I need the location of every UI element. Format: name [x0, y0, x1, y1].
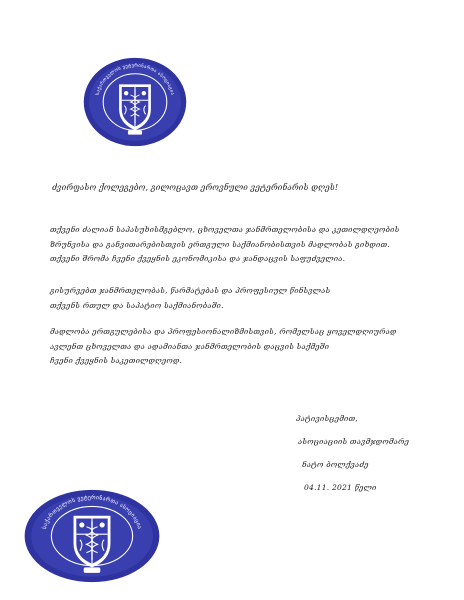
signature-title: ასოციაციის თავმჯდომარე	[298, 437, 410, 446]
signature-date: 04.11. 2021 წელი	[304, 483, 377, 492]
paragraph-line: გისურვებთ ჯანმრთელობას, წარმატებას და პროფესიულ წინსვლას	[50, 286, 331, 295]
paragraph-line: თქვენი შრომა ჩვენი ქვეყნის ეკონომიკისა და ჯანდაცვის საფუძველია.	[50, 254, 346, 264]
paragraph-line: მადლობა ერთგულებისა და პროფესიონალიზმისთვის, რომელსაც ყოველდღიურად	[50, 327, 397, 336]
paragraph-line: თქვენი ძალიან საპასუხისმგებლო, ცხოველთა ჯანმრთელობისა და კეთილდღეობის	[50, 225, 400, 234]
letter-paragraph-3	[50, 325, 422, 369]
letter-paragraph-2	[50, 284, 422, 313]
signature-block	[296, 407, 446, 499]
paragraph-line: თქვენს რთულ და საპატიო საქმიანობაში.	[50, 300, 224, 310]
letter-paragraph-1	[50, 223, 422, 267]
signature-name: ნატო ბოლქვაძე	[302, 460, 369, 469]
association-emblem-icon	[82, 56, 188, 148]
svg-text:საქართველოს ვეტერინართა ასოცია: საქართველოს ვეტერინართა ასოციაცია	[41, 495, 143, 531]
svg-text:საქართველოს ვეტერინართა ასოცია: საქართველოს ვეტერინართა ასოციაცია	[95, 63, 175, 96]
association-logo-bottom	[22, 488, 162, 584]
association-emblem-icon	[22, 488, 162, 584]
letter-greeting: ძვირფასო ქოლეგებო, გილოცავთ ეროვნული ვეტერინარის დღეს!	[52, 183, 339, 192]
paragraph-line: ავლენთ ცხოველთა და ადამიანთა ჯანმრთელობის დაცვის საქმეში	[50, 341, 330, 351]
signature-closing: პატივისცემით,	[296, 414, 358, 423]
paragraph-line: ზრუნვისა და განვითარებისთვის ერთგული საქმიანობისთვის მადლობას გიხდით.	[50, 239, 390, 249]
paragraph-line: ჩვენი ქვეყნის საკეთილდღეოდ.	[50, 356, 183, 366]
association-logo-top	[82, 56, 188, 148]
